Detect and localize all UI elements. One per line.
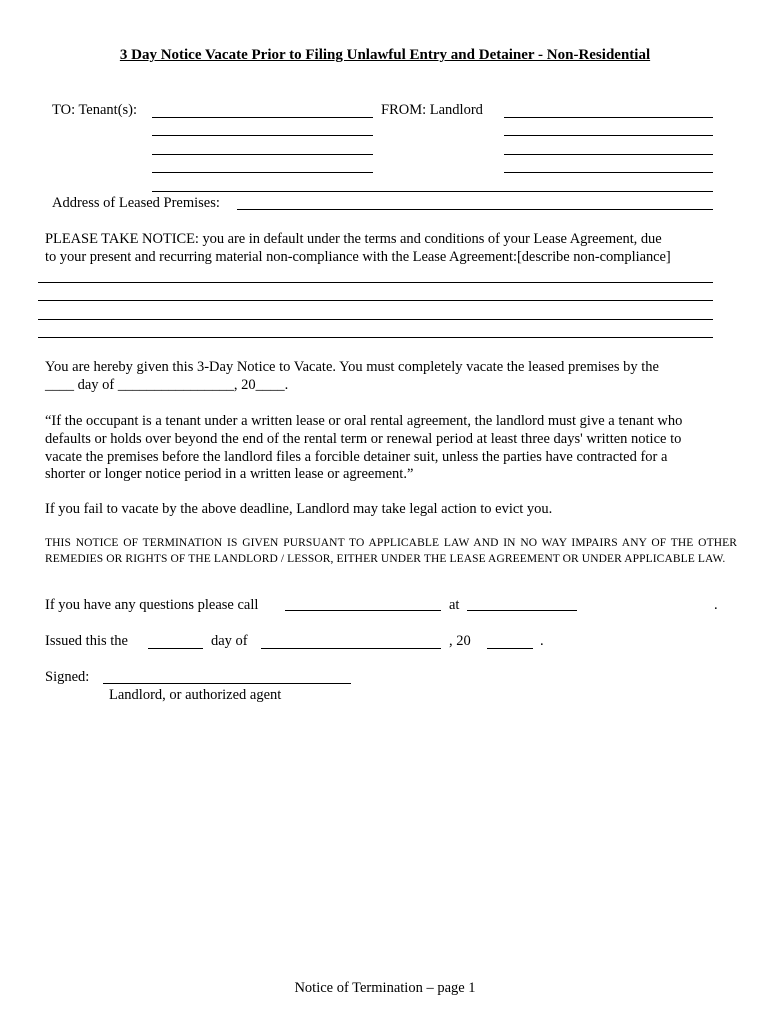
signed-label: Signed: [45,669,90,685]
quote-line-3: vacate the premises before the landlord files a forcible detainer suit, unless the parties have contracted for a [45,449,668,465]
signature-line[interactable] [103,683,351,684]
signer-caption: Landlord, or authorized agent [109,687,282,703]
questions-period: . [714,597,718,613]
landlord-name-line-2[interactable] [504,135,713,136]
address-line-2[interactable] [237,209,713,210]
issued-month-line[interactable] [261,648,441,649]
quote-line-1: “If the occupant is a tenant under a written lease or oral rental agreement, the landlord must give a tenant who [45,413,683,429]
vacate-line-2: ____ day of ________________, 20____. [45,377,289,393]
non-compliance-line-3[interactable] [38,319,713,320]
issued-period: . [540,633,544,649]
non-compliance-line-4[interactable] [38,337,713,338]
issued-label: Issued this the [45,633,128,649]
contact-phone-line[interactable] [467,610,577,611]
tenant-name-line-2[interactable] [152,135,373,136]
landlord-name-line-3[interactable] [504,154,713,155]
page-footer: Notice of Termination – page 1 [294,980,476,996]
year-prefix-label: , 20 [449,633,471,649]
tenant-name-line-1[interactable] [152,117,373,118]
tenant-name-line-3[interactable] [152,154,373,155]
vacate-line-1: You are hereby given this 3-Day Notice to Vacate. You must completely vacate the leased premises by the [45,359,659,375]
quote-line-2: defaults or holds over beyond the end of the rental term or renewal period at least three days' written notice to [45,431,682,447]
day-of-label: day of [211,633,248,649]
to-tenants-label: TO: Tenant(s): [52,102,138,118]
address-label: Address of Leased Premises: [52,195,220,211]
document-title: 3 Day Notice Vacate Prior to Filing Unlawful Entry and Detainer - Non-Residential [119,47,651,63]
landlord-name-line-4[interactable] [504,172,713,173]
from-landlord-label: FROM: Landlord [381,102,483,118]
notice-line-2: to your present and recurring material non-compliance with the Lease Agreement:[describe non-compliance] [45,249,671,265]
notice-line-1: PLEASE TAKE NOTICE: you are in default under the terms and conditions of your Lease Agreement, due [45,231,662,247]
landlord-name-line-1[interactable] [504,117,713,118]
questions-label: If you have any questions please call [45,597,259,613]
non-compliance-line-2[interactable] [38,300,713,301]
contact-name-line[interactable] [285,610,441,611]
address-line-1[interactable] [152,191,713,192]
fail-to-vacate-text: If you fail to vacate by the above deadline, Landlord may take legal action to evict you. [45,501,553,517]
tenant-name-line-4[interactable] [152,172,373,173]
issued-year-line[interactable] [487,648,533,649]
quote-line-4: shorter or longer notice period in a written lease or agreement.” [45,466,414,482]
non-compliance-line-1[interactable] [38,282,713,283]
issued-day-line[interactable] [148,648,203,649]
termination-statement: THIS NOTICE OF TERMINATION IS GIVEN PURSUANT TO APPLICABLE LAW AND IN NO WAY IMPAIRS ANY OF THE OTHER REMEDIES OR RIGHTS OF THE LANDLORD / LESSOR, EITHER UNDER THE LEASE AGREEMENT OR UNDER APPLICABLE LAW. [45,537,737,565]
at-label: at [449,597,460,613]
